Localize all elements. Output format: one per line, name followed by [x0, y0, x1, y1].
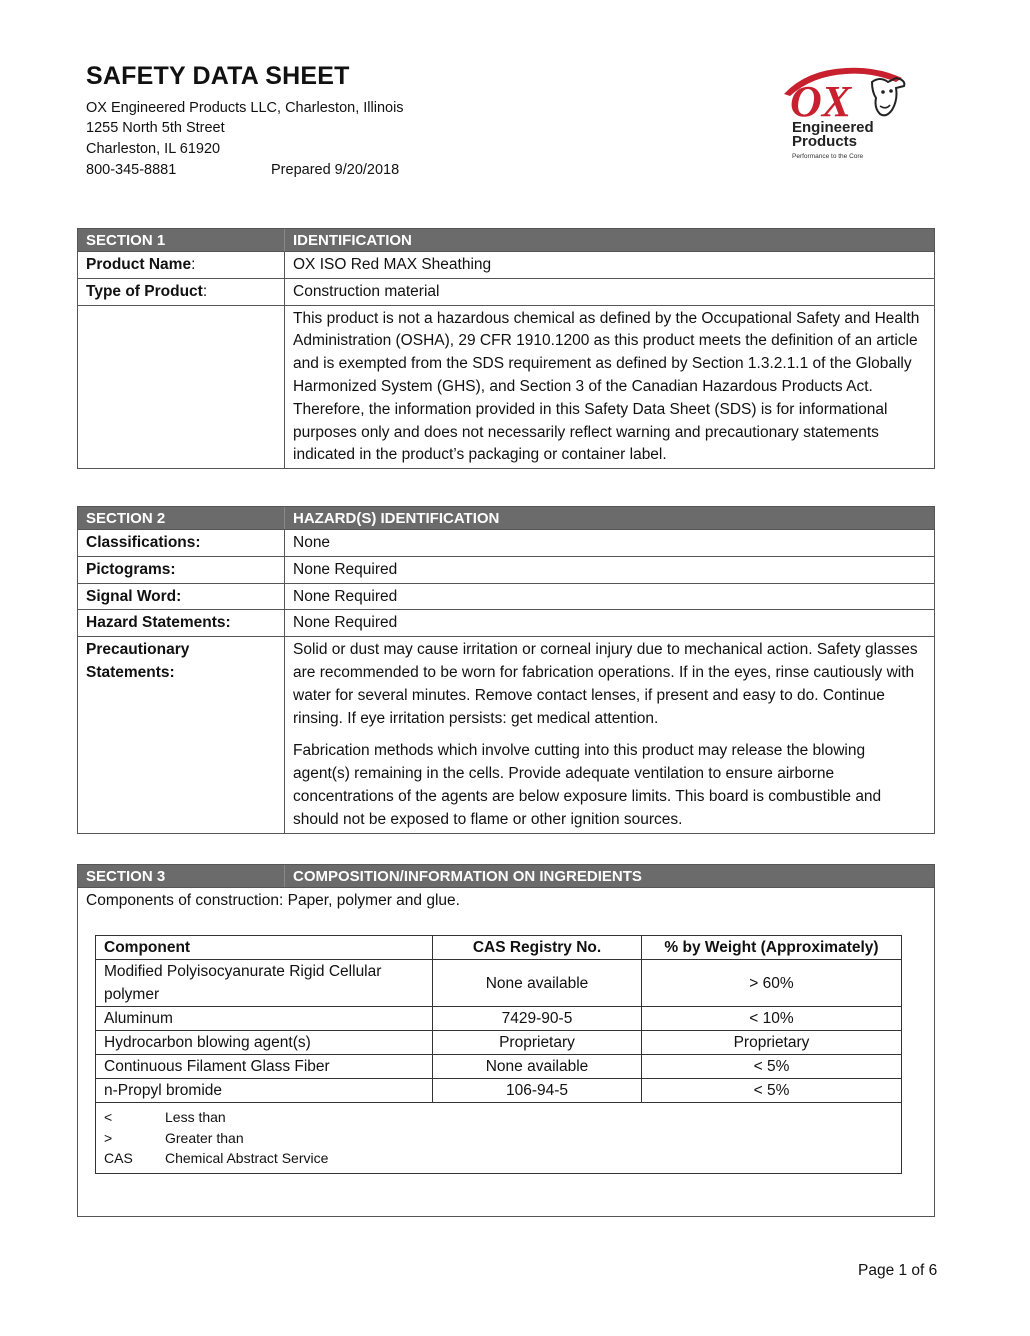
precautionary-paragraph-2: Fabrication methods which involve cutting into this product may release the blowing agent(s) remaining in the cells. Provide adequate ventilation to ensure airborne concentrations of the agents are below exposure limits. This board is combustible and should not be exposed to flame or other ignition sources. [293, 742, 882, 828]
product-name-label: Product Name [86, 256, 192, 273]
composition-table [95, 935, 902, 1174]
section-header [78, 229, 934, 251]
section-title: HAZARD(S) IDENTIFICATION [293, 510, 500, 527]
company-street: 1255 North 5th Street [86, 120, 225, 136]
column-header-weight: % by Weight (Approximately) [664, 939, 879, 956]
weight-percent: > 60% [749, 974, 794, 992]
hazard-row [78, 556, 934, 583]
table-row [96, 1054, 901, 1078]
legend-item [104, 1148, 893, 1169]
component-name: n-Propyl bromide [96, 1079, 433, 1102]
composition-intro: Components of construction: Paper, polymer and glue. [78, 887, 934, 912]
component-name: Hydrocarbon blowing agent(s) [96, 1031, 433, 1054]
legend-symbol: CAS [104, 1150, 133, 1166]
column-header-component: Component [96, 936, 433, 959]
company-name: OX Engineered Products LLC, Charleston, Illinois [86, 100, 404, 116]
precautionary-paragraph-1: Solid or dust may cause irritation or corneal injury due to mechanical action. Safety glasses are recommended to be worn for fabrication operations. If in the eyes, rinse cautiously with water for several minutes. Remove contact lenses, if present and easy to do. Continue rinsing. If eye irritation persists: get medical attention. [293, 641, 918, 727]
svg-text:Engineered: Engineered [792, 119, 874, 136]
hazard-value: None [293, 534, 331, 551]
cas-number: None available [433, 1055, 642, 1078]
legend-meaning: Less than [165, 1109, 226, 1125]
product-type-label: Type of Product [86, 282, 203, 300]
hazard-row [78, 583, 934, 610]
section-header [78, 865, 934, 887]
section-header [78, 507, 934, 529]
table-row [96, 1006, 901, 1030]
component-name: Continuous Filament Glass Fiber [96, 1055, 433, 1078]
table-header-row [96, 936, 901, 959]
legend-row [96, 1102, 901, 1173]
regulatory-note-row [78, 305, 934, 469]
product-type-row: Type of Product: Construction material [78, 278, 934, 305]
svg-text:OX: OX [790, 77, 852, 126]
section-3-composition [77, 864, 935, 1217]
hazard-value: None Required [293, 587, 398, 605]
cas-number: 106-94-5 [433, 1079, 642, 1102]
legend-symbol: < [104, 1109, 113, 1125]
weight-percent: Proprietary [733, 1034, 810, 1051]
product-name-row: Product Name: OX ISO Red MAX Sheathing [78, 251, 934, 278]
legend-meaning: Chemical Abstract Service [165, 1150, 329, 1166]
cas-number: Proprietary [433, 1031, 642, 1054]
company-logo [776, 60, 912, 166]
section-number: SECTION 2 [78, 507, 285, 529]
product-name-value: OX ISO Red MAX Sheathing [293, 256, 492, 273]
weight-percent: < 10% [749, 1010, 794, 1027]
company-phone: 800-345-8881 [86, 162, 177, 178]
legend-item [104, 1107, 893, 1128]
section-title: COMPOSITION/INFORMATION ON INGREDIENTS [293, 868, 642, 885]
product-type-value: Construction material [293, 282, 440, 300]
precautionary-row [78, 636, 934, 832]
legend-symbol: > [104, 1129, 113, 1146]
weight-percent: < 5% [753, 1058, 790, 1075]
hazard-label: Signal Word: [78, 584, 285, 610]
precautionary-label: Precautionary Statements: [78, 637, 285, 832]
company-city: Charleston, IL 61920 [86, 141, 221, 157]
section-number: SECTION 1 [78, 229, 285, 251]
component-name: Aluminum [96, 1007, 433, 1030]
hazard-row [78, 529, 934, 556]
section-title: IDENTIFICATION [293, 232, 412, 249]
hazard-row [78, 609, 934, 636]
svg-text:Products: Products [792, 133, 858, 150]
document-title: SAFETY DATA SHEET [86, 62, 350, 90]
cas-number: None available [433, 960, 642, 1006]
cas-number: 7429-90-5 [433, 1007, 642, 1030]
page-number: Page 1 of 6 [858, 1262, 938, 1279]
column-header-cas: CAS Registry No. [433, 936, 642, 959]
hazard-label: Hazard Statements: [78, 610, 285, 636]
table-row [96, 1078, 901, 1102]
legend-item [104, 1128, 893, 1149]
legend-meaning: Greater than [165, 1129, 244, 1146]
section-2-hazard-identification [77, 506, 935, 834]
weight-percent: < 5% [753, 1082, 790, 1099]
hazard-label: Classifications: [78, 530, 285, 556]
component-name: Modified Polyisocyanurate Rigid Cellular polymer [96, 960, 433, 1006]
hazard-value: None Required [293, 560, 398, 578]
section-1-identification [77, 228, 935, 469]
table-row [96, 959, 901, 1006]
table-row [96, 1030, 901, 1054]
svg-text:Performance to the Core: Performance to the Core [792, 153, 864, 160]
section-number: SECTION 3 [78, 865, 285, 887]
hazard-value: None Required [293, 614, 398, 632]
prepared-date: Prepared 9/20/2018 [271, 162, 400, 178]
hazard-label: Pictograms: [78, 557, 285, 583]
regulatory-note: This product is not a hazardous chemical as defined by the Occupational Safety and Health Administration (OSHA), 29 CFR 1910.1200 as this product meets the definition of an article and is exempted from the SDS requirement as defined by Section 1.3.2.1.1 of the Globally Harmonized System (GHS), and Section 3 of the Canadian Hazardous Products Act. Therefore, the information provided in this Safety Data Sheet (SDS) is for informational purposes only and does not necessarily reflect warning and precautionary statements indicated in the product’s packaging or container label. [293, 309, 920, 464]
